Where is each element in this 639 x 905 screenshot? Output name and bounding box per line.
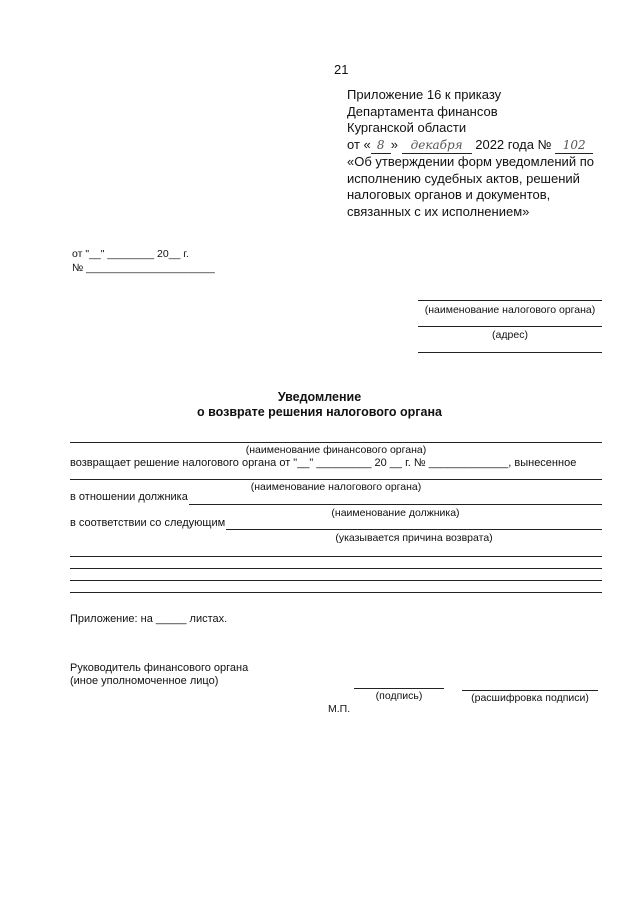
debtor-caption: (наименование должника) — [331, 507, 460, 519]
reason-extra-line-2 — [70, 568, 602, 569]
reason-extra-line-3 — [70, 580, 602, 581]
tax-org-caption: (наименование налогового органа) — [250, 481, 422, 493]
reason-line — [226, 529, 602, 530]
signature-decode-line — [462, 690, 598, 691]
address-line-2 — [418, 352, 602, 353]
tax-authority-line — [418, 300, 602, 301]
tax-authority-caption: (наименование налогового органа) — [424, 304, 596, 316]
returns-text: возвращает решение налогового органа от "__" _________ 20 __ г. № _____________, вынесенное — [70, 457, 577, 469]
month-handwritten: декабря — [402, 137, 472, 155]
attachment-line: Приложение: на _____ листах. — [70, 613, 228, 625]
signature-caption: (подпись) — [375, 690, 423, 702]
year-text: 2022 года № — [475, 136, 552, 152]
appendix-line-2: Департамента финансов — [347, 103, 498, 119]
reason-label: в соответствии со следующим — [70, 517, 226, 529]
appendix-title-2: исполнению судебных актов, решений — [347, 170, 580, 186]
date-prefix: от « — [347, 136, 371, 152]
outgoing-date: от "__" ________ 20__ г. — [72, 248, 189, 260]
signature-line — [354, 688, 444, 689]
date-mid: » — [390, 136, 398, 152]
debtor-line — [189, 504, 602, 505]
appendix-title-4: связанных с их исполнением» — [347, 203, 530, 219]
address-line — [418, 326, 602, 327]
page-number: 21 — [334, 62, 349, 77]
head-title-2: (иное уполномоченное лицо) — [70, 675, 219, 687]
outgoing-number: № ______________________ — [72, 262, 215, 274]
appendix-title-3: налоговых органов и документов, — [347, 187, 551, 202]
appendix-title-1: «Об утверждении форм уведомлений по — [347, 154, 594, 169]
reason-caption: (указывается причина возврата) — [335, 532, 493, 544]
head-title-1: Руководитель финансового органа — [70, 662, 249, 674]
appendix-block — [347, 87, 594, 220]
notice-subtitle: о возврате решения налогового органа — [197, 405, 442, 419]
tax-org-line — [70, 479, 602, 480]
address-caption: (адрес) — [492, 329, 528, 341]
appendix-date-line — [347, 137, 594, 155]
notice-title: Уведомление — [277, 390, 362, 404]
appendix-line-1: Приложение 16 к приказу — [347, 87, 502, 102]
debtor-label: в отношении должника — [70, 491, 188, 503]
reason-extra-line-1 — [70, 556, 602, 557]
fin-org-caption: (наименование финансового органа) — [245, 444, 427, 456]
reason-extra-line-4 — [70, 592, 602, 593]
fin-org-line — [70, 442, 602, 443]
signature-decode-caption: (расшифровка подписи) — [471, 692, 589, 704]
day-handwritten: 8 — [371, 137, 391, 155]
order-number-handwritten: 102 — [555, 137, 593, 155]
appendix-line-3: Курганской области — [347, 120, 467, 135]
stamp-place: М.П. — [328, 703, 351, 715]
